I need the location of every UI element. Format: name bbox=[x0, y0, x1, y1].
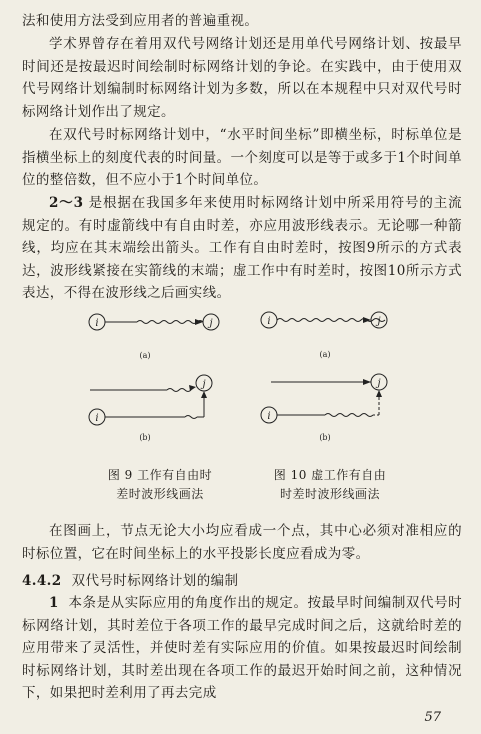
fig9b-label: (b) bbox=[139, 433, 151, 442]
fig9a-node-i-label: i bbox=[95, 318, 99, 329]
fig10a-node-i-label: i bbox=[267, 316, 271, 327]
fig9b-node-j-label: j bbox=[202, 379, 206, 390]
paragraph-symbols bbox=[22, 192, 462, 305]
paragraph-intro-tail: 法和使用方法受到应用者的普遍重视。 bbox=[22, 13, 259, 29]
fig9b-vertical-arrowhead bbox=[201, 391, 207, 398]
figure-10 bbox=[255, 305, 425, 450]
fig9a-wave-line bbox=[137, 321, 203, 324]
fig10b-lower-wave bbox=[325, 414, 373, 417]
clause-number: 2～3 bbox=[49, 195, 84, 211]
paragraph-symbols-text: 是根据在我国多年来使用时标网络计划中所采用符号的主流规定的。有时虚箭线中有自由时差，亦应用波形线表示。无论哪一种箭线，均应在其末端绘出箭头。工作有自由时差时，按图9所示的方式表达，波形线紧接在实箭线的末端；虚工作中有时差时，按图10所示方式表达，不得在波形线之后画实线。 bbox=[22, 195, 462, 302]
section-title: 双代号时标网络计划的编制 bbox=[71, 573, 239, 589]
section-number: 4.4.2 bbox=[22, 573, 62, 589]
fig9b-lower-wave bbox=[185, 416, 197, 419]
paragraph-earliest-time bbox=[22, 592, 462, 705]
figure-10-caption-line2: 时差时波形线画法 bbox=[279, 487, 380, 501]
figure-9-caption-line1: 图 9 工作有自由时 bbox=[107, 468, 213, 482]
figure-9-diagram bbox=[75, 310, 250, 450]
fig10b-node-i-label: i bbox=[267, 411, 271, 422]
fig9a-node-j-label: j bbox=[209, 318, 213, 329]
figure-10-diagram bbox=[255, 305, 425, 450]
fig9b-upper-arrowhead bbox=[189, 385, 196, 391]
paragraph-debate: 学术界曾存在着用双代号网络计划还是用单代号网络计划、按最早时间还是按最迟时间绘制时标网络计划的争论。在实践中，由于使用双代号网络计划编制时标网络计划为多数，所以在本规程中只对双代号时标网络计划作出了规定。 bbox=[22, 36, 462, 120]
section-heading bbox=[22, 569, 238, 589]
fig10a-label: (a) bbox=[319, 350, 331, 359]
fig9a-label: (a) bbox=[139, 351, 151, 360]
fig10b-label: (b) bbox=[319, 433, 331, 442]
paragraph-earliest-time-text: 本条是从实际应用的角度作出的规定。按最早时间编制双代号时标网络计划，其时差位于各项工作的最早完成时间之后，这就给时差的应用带来了灵活性，并使时差有实际应用的价值。如果按最迟时间绘制时标网络计划，其时差出现在各项工作的最迟开始时间之前，这种情况下，如果把时差利用了再去完成 bbox=[22, 595, 462, 702]
page-number: 57 bbox=[424, 710, 441, 725]
fig10b-node-j-label: j bbox=[377, 378, 381, 389]
figure-9-caption bbox=[90, 466, 230, 504]
figure-10-caption-line1: 图 10 虚工作有自由 bbox=[273, 468, 387, 482]
fig9b-upper-wave bbox=[167, 389, 191, 392]
paragraph-node-point: 在图画上，节点无论大小均应看成一个点，其中心必须对准相应的时标位置，它在时间坐标上的水平投影长度应看成为零。 bbox=[22, 523, 462, 562]
fig10b-upper-arrowhead bbox=[363, 379, 371, 385]
figure-10-caption bbox=[255, 466, 405, 504]
figure-9 bbox=[75, 310, 250, 450]
fig10a-node-j-label: j bbox=[377, 316, 381, 327]
fig10a-arrowhead bbox=[363, 317, 371, 323]
figure-9-caption-line2: 差时波形线画法 bbox=[116, 487, 204, 501]
fig10b-vertical-arrowhead bbox=[376, 390, 382, 397]
clause-number-1: 1 bbox=[49, 595, 59, 611]
fig9b-node-i-label: i bbox=[95, 413, 99, 424]
paragraph-time-coordinate: 在双代号时标网络计划中，“水平时间坐标”即横坐标，时标单位是指横坐标上的刻度代表的时间量。一个刻度可以是等于或多于1个时间单位的整倍数，但不应小于1个时间单位。 bbox=[22, 127, 462, 189]
fig9a-arrowhead bbox=[195, 319, 203, 325]
